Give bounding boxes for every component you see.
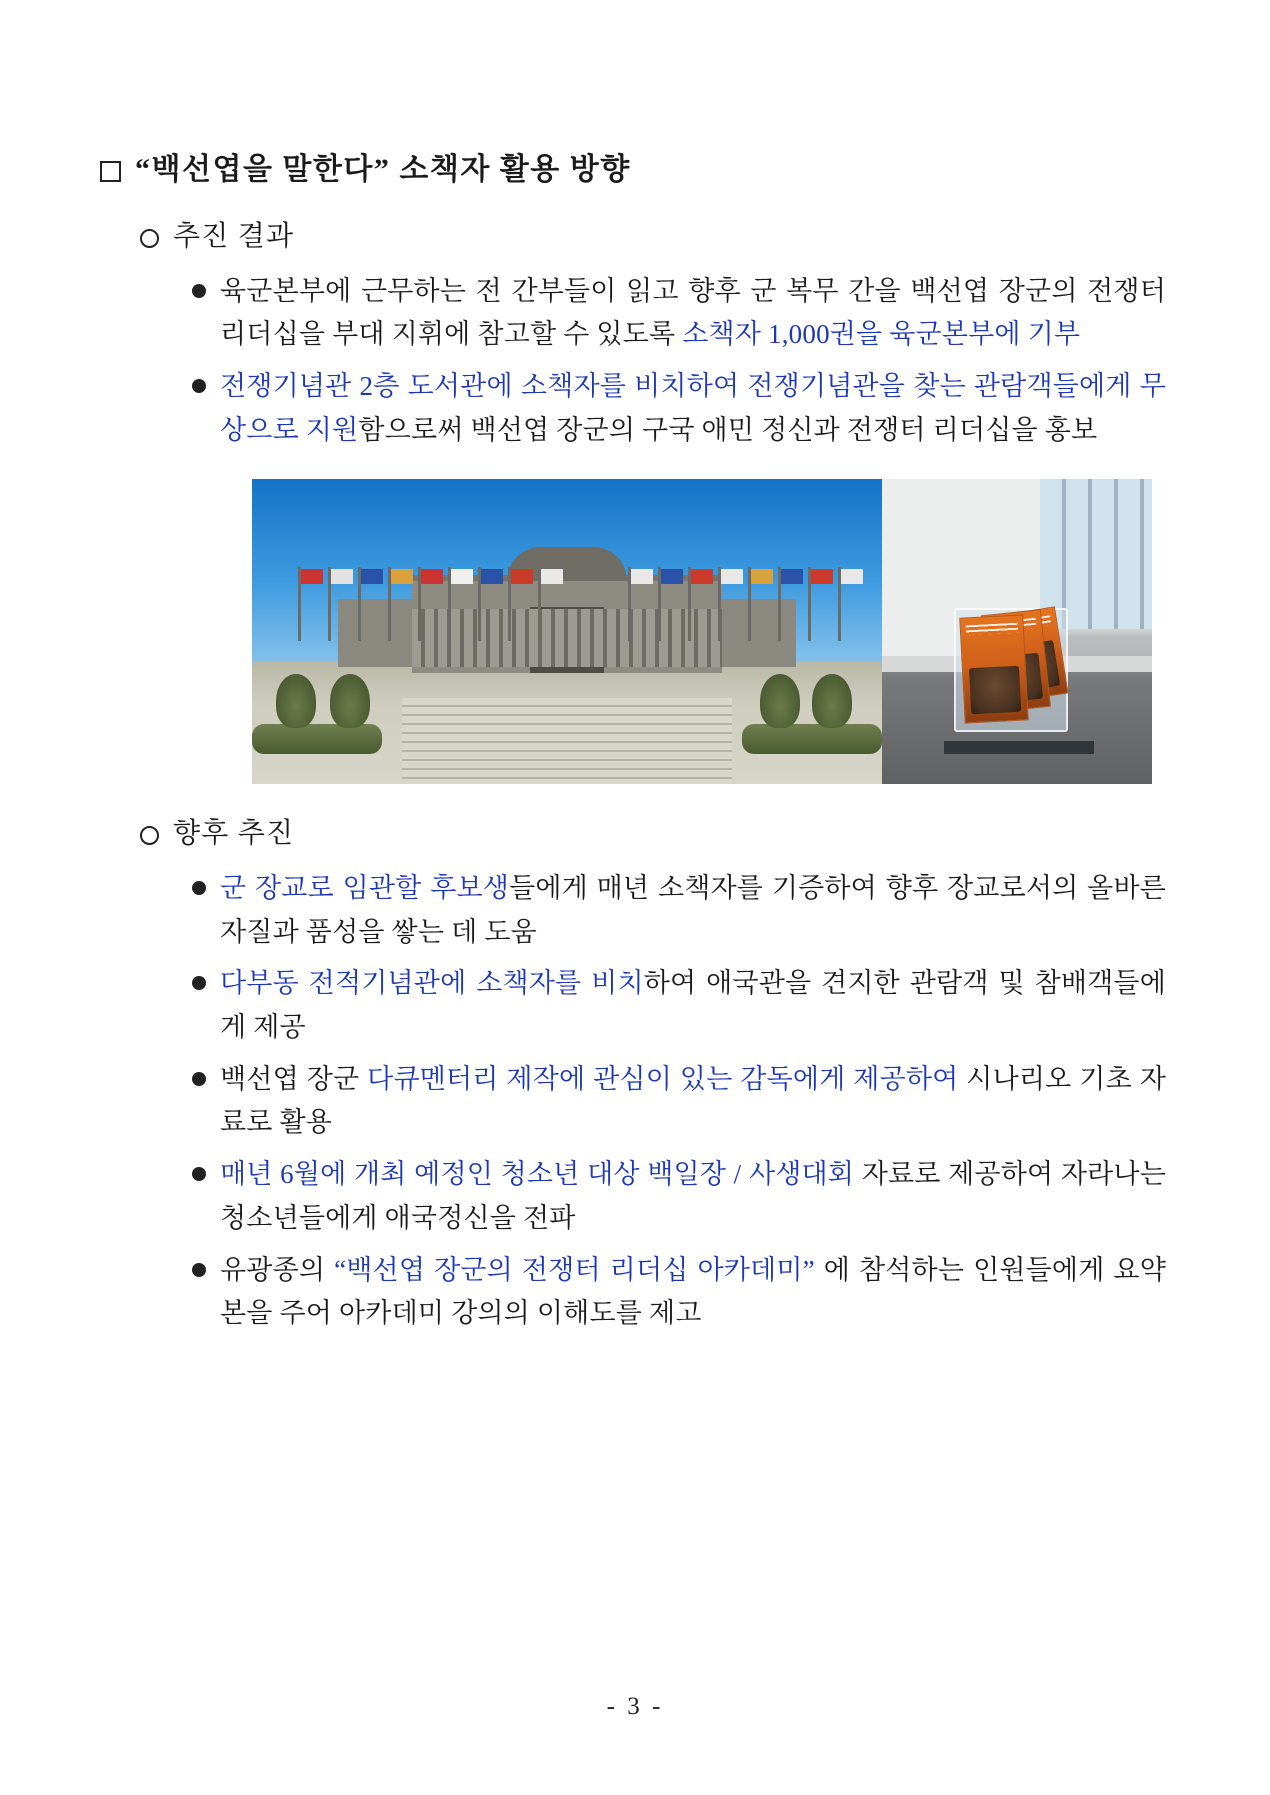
text-segment-highlight: 다큐멘터리 제작에 관심이 있는 감독에게 제공하여 xyxy=(367,1063,959,1094)
list-item xyxy=(192,867,1170,954)
section-heading-row xyxy=(140,217,1170,256)
list-item-text xyxy=(220,1249,1170,1336)
section-heading-row xyxy=(140,814,1170,853)
hedge xyxy=(742,724,882,754)
section-heading: 향후 추진 xyxy=(173,817,295,849)
tree xyxy=(330,674,370,728)
text-segment: 에 참석하는 인원들에게 요약본을 주어 아카데미 강의의 이해도를 제고 xyxy=(220,1254,1167,1329)
list-item xyxy=(192,1058,1170,1145)
list-item-text xyxy=(220,270,1170,357)
text-segment: 함으로써 백선엽 장군의 구국 애민 정신과 전쟁터 리더십을 홍보 xyxy=(358,414,1098,445)
list-item-text xyxy=(220,1153,1170,1240)
counter-label xyxy=(944,741,1094,754)
circle-bullet-icon xyxy=(140,826,159,845)
war-memorial-exterior-photo xyxy=(252,479,882,784)
memorial-steps xyxy=(402,698,732,784)
page-title: “백선엽을 말한다” 소책자 활용 방향 xyxy=(135,153,631,186)
booklet-cover-portrait xyxy=(969,665,1021,714)
text-segment: 육군본부에 근무하는 전 간부들이 읽고 향후 군 복무 간을 백선엽 장군의 전쟁터 리더십을 부대 지휘에 참고할 수 있도록 xyxy=(220,275,1166,350)
text-segment-highlight: “백선엽 장군의 전쟁터 리더십 아카데미” xyxy=(334,1254,815,1285)
square-bullet-icon xyxy=(100,161,121,182)
tree xyxy=(812,674,852,728)
list-item-text xyxy=(220,1058,1170,1145)
interior-window xyxy=(1040,479,1152,629)
disc-bullet-icon xyxy=(192,1263,206,1277)
tree xyxy=(760,674,800,728)
booklet-title-lines xyxy=(966,622,1018,635)
section-heading: 추진 결과 xyxy=(173,220,295,252)
disc-bullet-icon xyxy=(192,976,206,990)
text-segment: 백선엽 장군 xyxy=(220,1063,368,1094)
list-item xyxy=(192,1249,1170,1336)
text-segment: 유광종의 xyxy=(220,1254,335,1285)
war-memorial-and-booklet-photos xyxy=(252,479,1152,784)
text-segment: 하여 애국관을 견지한 관람객 및 참배객들에게 제공 xyxy=(220,968,1166,1043)
text-segment-highlight: 매년 6월에 개최 예정인 청소년 대상 백일장 / 사생대회 xyxy=(220,1159,855,1190)
disc-bullet-icon xyxy=(192,379,206,393)
hedge xyxy=(252,724,382,754)
disc-bullet-icon xyxy=(192,881,206,895)
text-segment-highlight: 다부동 전적기념관에 소책자를 비치 xyxy=(220,968,644,999)
tree xyxy=(276,674,316,728)
flag-row xyxy=(292,557,852,641)
list-item xyxy=(192,962,1170,1049)
text-segment-highlight: 소책자 1,000권을 육군본부에 기부 xyxy=(682,319,1081,350)
list-item-text xyxy=(220,962,1170,1049)
list-item xyxy=(192,1153,1170,1240)
list-item xyxy=(192,365,1170,452)
disc-bullet-icon xyxy=(192,1072,206,1086)
list-item-text xyxy=(220,867,1170,954)
list-item-text xyxy=(220,365,1170,452)
document-title-row xyxy=(100,150,1170,191)
booklet xyxy=(959,614,1028,723)
disc-bullet-icon xyxy=(192,1167,206,1181)
text-segment-highlight: 전쟁기념관 2층 도서관에 소책자를 비치하여 전쟁기념관을 찾는 관람객들에게 무상으로 지원 xyxy=(220,371,1166,445)
text-segment: 시나리오 기초 자료로 활용 xyxy=(220,1063,1167,1138)
page-number: - 3 - xyxy=(606,1693,664,1720)
booklet-display-photo xyxy=(882,479,1152,784)
text-segment-highlight: 군 장교로 임관할 후보생 xyxy=(220,872,510,903)
disc-bullet-icon xyxy=(192,284,206,298)
text-segment: 들에게 매년 소책자를 기증하여 향후 장교로서의 올바른 자질과 품성을 쌓는 데 도움 xyxy=(220,872,1167,947)
circle-bullet-icon xyxy=(140,229,159,248)
text-segment: 자료로 제공하여 자라나는 청소년들에게 애국정신을 전파 xyxy=(220,1159,1166,1233)
list-item xyxy=(192,270,1170,357)
